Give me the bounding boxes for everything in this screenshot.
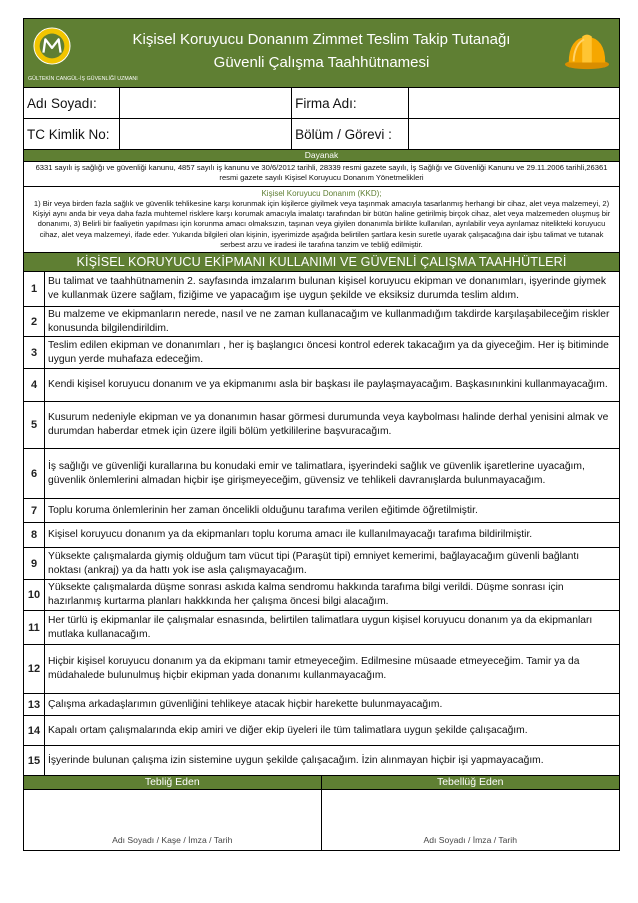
item-number: 3 [24, 337, 45, 368]
list-item [24, 499, 619, 523]
item-number: 6 [24, 449, 45, 498]
recipient-column [322, 776, 620, 850]
form-header [24, 19, 619, 88]
name-field[interactable] [120, 88, 292, 118]
item-text: Hiçbir kişisel koruyucu donanım ya da ekipmanı tamir etmeyeceğim. Edilmesine müsaade etmeyeceğim. Tamir ya da müdahalede bulunulmuş hiçbir ekipman yada donanımı kullanmayacağım. [48, 656, 580, 682]
name-label: Adı Soyadı: [24, 88, 120, 118]
dayanak-heading: Dayanak [24, 150, 619, 162]
item-number: 12 [24, 645, 45, 693]
item-text: Kapalı ortam çalışmalarında ekip amiri ve diğer ekip üyeleri ile tüm talimatlara uygun şekilde çalışacağım. [48, 724, 528, 736]
item-number: 2 [24, 307, 45, 336]
list-item [24, 694, 619, 716]
item-text: Kendi kişisel koruyucu donanım ve ya ekipmanımı asla bir başkası ile paylaşmayacağım. Başkasınınkini kullanmayacağım. [48, 379, 608, 391]
dayanak-text: 6331 sayılı iş sağlığı ve güvenliği kanunu, 4857 sayılı iş kanunu ve 30/6/2012 tarihli, 28339 resmi gazete sayılı, İş Sağlığı ve Güvenliği Kanunu ve 29.11.2006 tarihli,26361 resmi gazete sayılı Kişisel Koruyucu Donanım Yönetmelikleri [24, 162, 619, 187]
recipient-signature-label: Adı Soyadı / İmza / Tarih [423, 835, 517, 846]
notifier-column [24, 776, 322, 850]
list-item [24, 611, 619, 645]
form-sheet [23, 18, 620, 851]
commitments-heading: KİŞİSEL KORUYUCU EKİPMANI KULLANIMI VE GÜVENLİ ÇALIŞMA TAAHHÜTLERİ [24, 253, 619, 272]
item-number: 1 [24, 272, 45, 306]
list-item [24, 307, 619, 337]
list-item [24, 369, 619, 402]
kkd-text: 1) Bir veya birden fazla sağlık ve güvenlik tehlikesine karşı korunmak için kişilerce giyilmek veya taşınmak amacıyla tasarlanmış herhangi bir cihaz, alet veya malzemeyi, 2) Kişiyi aynı anda bir veya daha fazla muhtemel risklere karşı korumak amacıyla imalatçı tarafından bir bütün haline getirilmiş birçok cihaz, alet veya malzemeden oluşmuş bir donanımı, 3) Belirli bir faaliyetin yapılması için korunma amacı olmaksızın, taşınan veya giyilen donanımla birlikte kullanılan, ayrılabilir veya ayrılamaz nitelikteki koruyucu cihaz, alet veya malzemeyi, ifade eder. Yukarıda bilgileri olan kişinin, işyerimizde aşağıda belirtilen şartlara kesin suretle uyarak çalışacağına dair işbu talimat ve tutanak serbest arzu ve iradesi ile tarafına tanzim ve tebliğ edilmiştir. [32, 198, 611, 250]
company-field[interactable] [409, 88, 619, 118]
item-number: 7 [24, 499, 45, 522]
company-label: Firma Adı: [292, 88, 409, 118]
page-subtitle: Güvenli Çalışma Taahhütnamesi [213, 54, 430, 71]
item-text: Toplu koruma önlemlerinin her zaman öncelikli olduğunu tarafıma verilen eğitimde öğretilmiştir. [48, 504, 478, 516]
item-number: 15 [24, 746, 45, 775]
item-number: 5 [24, 402, 45, 448]
notifier-signature-label: Adı Soyadı / Kaşe / İmza / Tarih [112, 835, 233, 846]
recipient-heading: Tebellüğ Eden [322, 776, 620, 790]
tc-label: TC Kimlik No: [24, 119, 120, 149]
commitments-list [24, 272, 619, 776]
item-number: 4 [24, 369, 45, 401]
item-text: Yüksekte çalışmalarda giymiş olduğum tam vücut tipi (Paraşüt tipi) emniyet kemerimi, bağlayacağım güvenli bağlantı noktası (ankraj) ya da hattı yok ise asla çalışmayacağım. [48, 550, 580, 576]
tc-field[interactable] [120, 119, 292, 149]
list-item [24, 523, 619, 548]
item-text: Çalışma arkadaşlarımın güvenliğini tehlikeye atacak hiçbir harekette bulunmayacağım. [48, 698, 443, 710]
item-text: İş sağlığı ve güvenliği kurallarına bu konudaki emir ve talimatlara, işyerindeki sağlık ve güvenlik işaretlerine uyacağım, güvenlik önlemlerini almadan hiçbir işe girişmeyeceğim, güvensiz ve tehlikeli davranışlarda bulunmayacağım. [48, 460, 585, 486]
list-item [24, 337, 619, 369]
dept-field[interactable] [409, 119, 619, 149]
kkd-heading: Kişisel Koruyucu Donanım (KKD); [261, 188, 382, 198]
item-number: 8 [24, 523, 45, 547]
item-text: Teslim edilen ekipman ve donanımları , her iş başlangıcı öncesi kontrol ederek takacağım ya da giyeceğim. Her iş bitiminde uygun yerde muhafaza edeceğim. [48, 339, 609, 365]
list-item [24, 548, 619, 580]
item-text: Kişisel koruyucu donanım ya da ekipmanları toplu koruma amacı ile kullanılmayacağı tarafıma bildirilmiştir. [48, 529, 533, 541]
item-number: 13 [24, 694, 45, 715]
recipient-signature-box[interactable] [322, 790, 620, 850]
list-item [24, 645, 619, 694]
item-text: Bu malzeme ve ekipmanların nerede, nasıl ve ne zaman kullanacağım ve kullanmadığım takdirde karşılaşabileceğim riskler konusunda bilgilendirildim. [48, 308, 610, 334]
item-text: Her türlü iş ekipmanlar ile çalışmalar esnasında, belirtilen talimatlara uygun kişisel koruyucu donanım ya da ekipmanları mutlaka kullanacağım. [48, 614, 593, 640]
hard-hat-icon [563, 25, 611, 73]
item-text: Yüksekte çalışmalarda düşme sonrası askıda kalma sendromu hakkında tarafıma bilgi verildi. Düşme sonrası için hazırlanmış kurtarma planları hakkkında her çalışma öncesi bilgi alacağım. [48, 582, 564, 608]
logo-caption: GÜLTEKİN CANGÜL-İŞ GÜVENLİĞİ UZMANI [28, 76, 138, 82]
kkd-section [24, 187, 619, 254]
item-number: 10 [24, 580, 45, 610]
info-row-id [24, 119, 619, 150]
item-number: 11 [24, 611, 45, 644]
signature-section [24, 776, 619, 850]
list-item [24, 580, 619, 611]
list-item [24, 449, 619, 499]
list-item [24, 272, 619, 307]
item-text: Bu talimat ve taahhütnamenin 2. sayfasında imzalarım bulunan kişisel koruyucu ekipman ve donanımları, işyerinde giymek ve kullanmak üzere sağlam, fiziğime ve yapacağım işe uygun şekilde ve eksiksiz durumda teslim aldım. [48, 276, 607, 302]
info-row-name [24, 88, 619, 119]
item-text: Kusurum nedeniyle ekipman ve ya donanımın hasar görmesi durumunda veya kaybolması halinde derhal yenisini almak ve durumdan haberdar etmek için üzere ilgili bölüm yetkililerine başvuracağım. [48, 412, 609, 438]
dept-label: Bölüm / Görevi : [292, 119, 409, 149]
list-item [24, 716, 619, 746]
item-number: 14 [24, 716, 45, 745]
list-item [24, 746, 619, 776]
notifier-signature-box[interactable] [24, 790, 321, 850]
list-item [24, 402, 619, 449]
item-text: İşyerinde bulunan çalışma izin sistemine uygun şekilde çalışacağım. İzin alınmayan hiçbir işi yapmayacağım. [48, 754, 544, 766]
notifier-heading: Tebliğ Eden [24, 776, 321, 790]
item-number: 9 [24, 548, 45, 579]
page-title: Kişisel Koruyucu Donanım Zimmet Teslim Takip Tutanağı [132, 31, 511, 48]
